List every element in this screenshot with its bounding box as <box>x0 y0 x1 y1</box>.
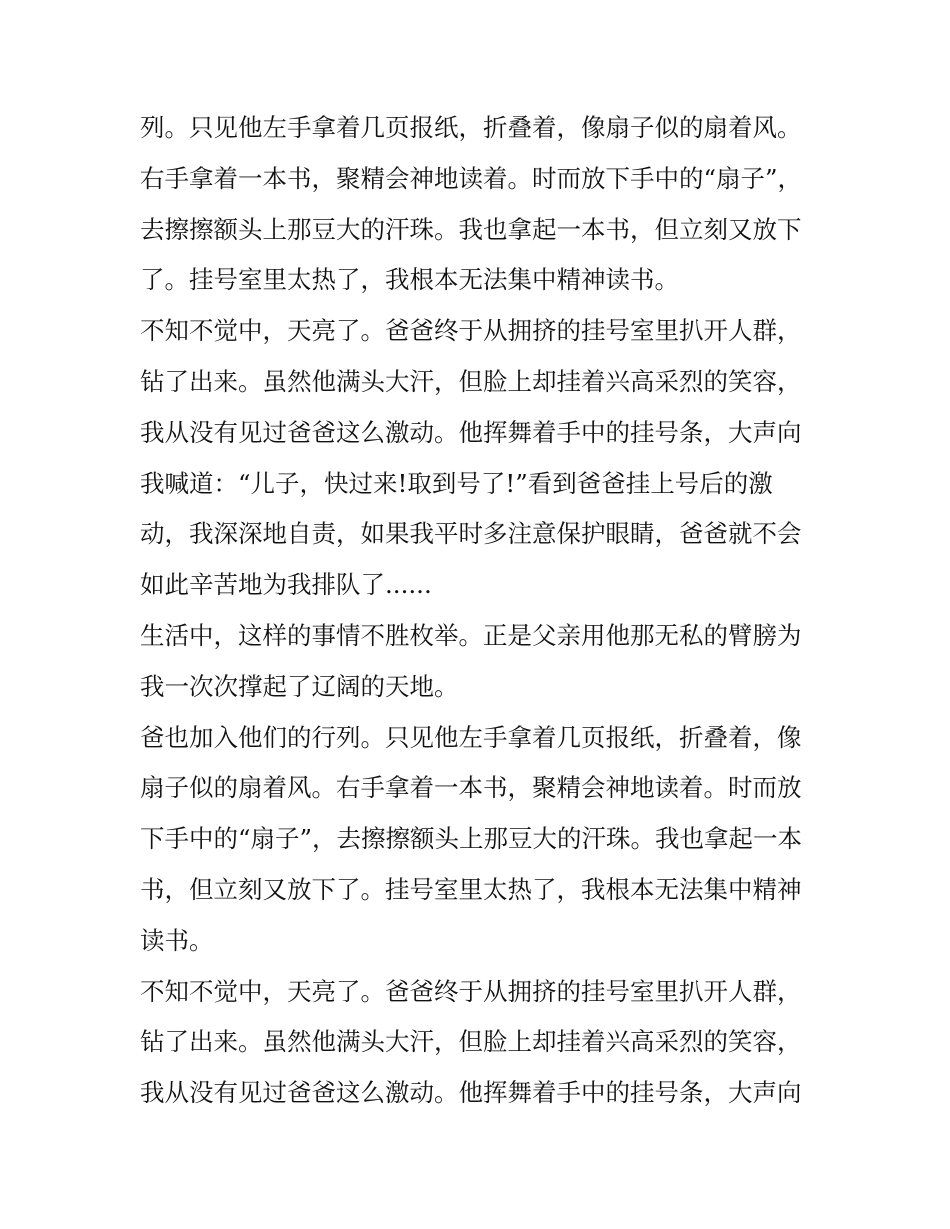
text-line: 了。挂号室里太热了，我根本无法集中精神读书。 <box>140 265 679 295</box>
document-body <box>140 103 840 1119</box>
text-line: 爸也加入他们的行列。只见他左手拿着几页报纸，折叠着，像 <box>140 722 802 752</box>
text-line: 我喊道：“儿子，快过来!取到号了!”看到爸爸挂上号后的激 <box>140 468 773 498</box>
text-line: 读书。 <box>140 925 214 955</box>
text-line: 动，我深深地自责，如果我平时多注意保护眼睛，爸爸就不会 <box>140 519 802 549</box>
text-line: 书，但立刻又放下了。挂号室里太热了，我根本无法集中精神 <box>140 874 802 904</box>
text-line: 右手拿着一本书，聚精会神地读着。时而放下手中的“扇子”， <box>140 163 803 193</box>
text-line: 钻了出来。虽然他满头大汗，但脸上却挂着兴高采烈的笑容， <box>140 366 802 396</box>
text-line: 去擦擦额头上那豆大的汗珠。我也拿起一本书，但立刻又放下 <box>140 214 802 244</box>
text-line: 我从没有见过爸爸这么激动。他挥舞着手中的挂号条，大声向 <box>140 1078 802 1108</box>
text-line: 不知不觉中，天亮了。爸爸终于从拥挤的挂号室里扒开人群， <box>140 976 802 1006</box>
text-line: 我一次次撑起了辽阔的天地。 <box>140 671 459 701</box>
text-line: 钻了出来。虽然他满头大汗，但脸上却挂着兴高采烈的笑容， <box>140 1027 802 1057</box>
text-line: 生活中，这样的事情不胜枚举。正是父亲用他那无私的臂膀为 <box>140 620 802 650</box>
text-line: 我从没有见过爸爸这么激动。他挥舞着手中的挂号条，大声向 <box>140 417 802 447</box>
text-line: 列。只见他左手拿着几页报纸，折叠着，像扇子似的扇着风。 <box>140 113 802 142</box>
text-line: 扇子似的扇着风。右手拿着一本书，聚精会神地读着。时而放 <box>140 773 802 803</box>
text-line: 下手中的“扇子”，去擦擦额头上那豆大的汗珠。我也拿起一本 <box>140 824 803 854</box>
text-line: 不知不觉中，天亮了。爸爸终于从拥挤的挂号室里扒开人群， <box>140 316 802 346</box>
text-line: 如此辛苦地为我排队了...... <box>140 570 432 600</box>
